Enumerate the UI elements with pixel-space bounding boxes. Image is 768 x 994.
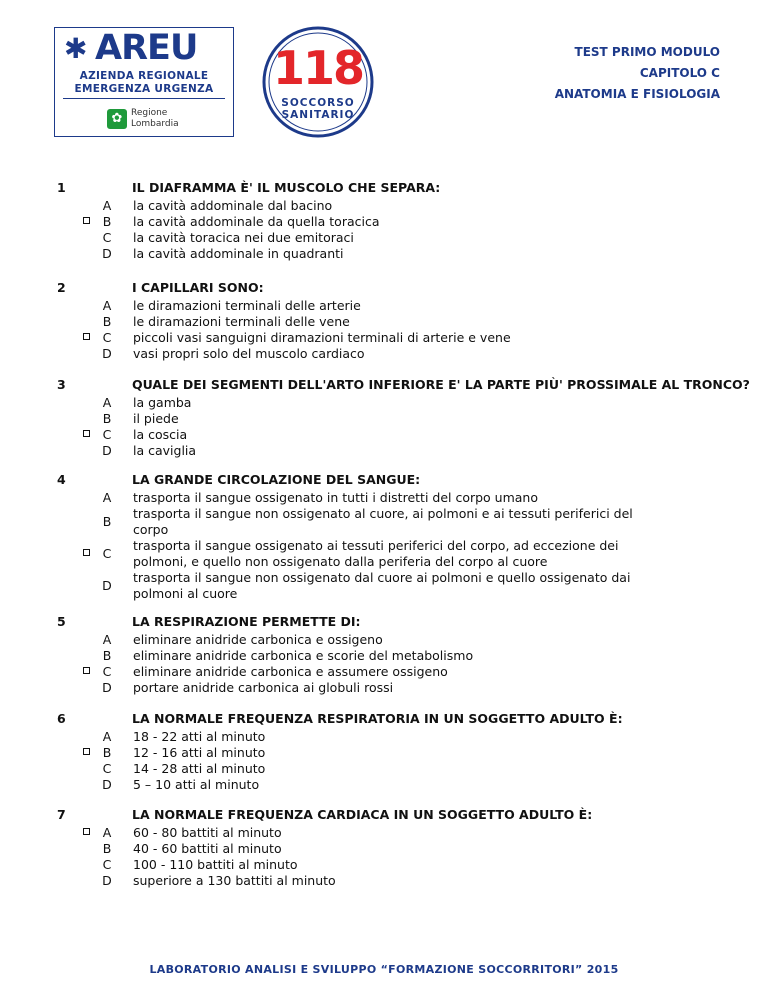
- option-letter: B: [102, 841, 112, 856]
- answer-option: [0, 298, 768, 314]
- option-text: la cavità addominale da quella toracica: [133, 214, 380, 229]
- answer-option: [0, 330, 768, 346]
- option-text: trasporta il sangue non ossigenato dal cuore ai polmoni e quello ossigenato dai: [133, 570, 631, 585]
- question-number: 6: [57, 711, 66, 726]
- question-number: 3: [57, 377, 66, 392]
- answer-option: [0, 506, 768, 538]
- option-letter: A: [102, 729, 112, 744]
- option-letter: B: [102, 411, 112, 426]
- option-text-continued: corpo: [133, 522, 169, 537]
- areu-subtitle-line1: AZIENDA REGIONALE: [79, 70, 209, 82]
- answer-checkbox[interactable]: [83, 430, 90, 437]
- option-text: 5 – 10 atti al minuto: [133, 777, 260, 792]
- answer-checkbox[interactable]: [83, 333, 90, 340]
- option-letter: D: [102, 578, 112, 593]
- answer-checkbox[interactable]: [83, 748, 90, 755]
- option-letter: D: [102, 443, 112, 458]
- region-line2: Lombardia: [131, 119, 179, 129]
- question-number: 7: [57, 807, 66, 822]
- option-letter: A: [102, 198, 112, 213]
- option-text: la coscia: [133, 427, 188, 442]
- option-text: 14 - 28 atti al minuto: [133, 761, 266, 776]
- option-text: le diramazioni terminali delle arterie: [133, 298, 361, 313]
- regione-lombardia-icon: ✿: [107, 109, 127, 129]
- answer-option: [0, 841, 768, 857]
- answer-option: [0, 214, 768, 230]
- option-letter: D: [102, 246, 112, 261]
- question-number: 5: [57, 614, 66, 629]
- answer-option: [0, 680, 768, 696]
- answer-option: [0, 570, 768, 602]
- question-title: LA NORMALE FREQUENZA RESPIRATORIA IN UN SOGGETTO ADULTO È:: [132, 711, 623, 726]
- logo-divider: [63, 98, 225, 99]
- option-text-continued: polmoni al cuore: [133, 586, 238, 601]
- option-letter: C: [102, 330, 112, 345]
- option-letter: B: [102, 648, 112, 663]
- option-letter: D: [102, 680, 112, 695]
- star-of-life-icon: ✱: [64, 32, 88, 65]
- answer-checkbox[interactable]: [83, 217, 90, 224]
- header-line2: CAPITOLO C: [639, 66, 720, 80]
- option-letter: C: [102, 857, 112, 872]
- question-title: IL DIAFRAMMA È' IL MUSCOLO CHE SEPARA:: [132, 180, 441, 195]
- option-text: il piede: [133, 411, 179, 426]
- option-text: piccoli vasi sanguigni diramazioni terminali di arterie e vene: [133, 330, 511, 345]
- areu-logo: [54, 27, 234, 137]
- option-letter: C: [102, 427, 112, 442]
- answer-option: [0, 664, 768, 680]
- option-text: la gamba: [133, 395, 192, 410]
- document-header: [555, 42, 720, 105]
- 118-logo: [258, 26, 378, 139]
- answer-option: [0, 198, 768, 214]
- option-letter: C: [102, 546, 112, 561]
- option-text: 12 - 16 atti al minuto: [133, 745, 266, 760]
- question-title: LA RESPIRAZIONE PERMETTE DI:: [132, 614, 361, 629]
- answer-option: [0, 857, 768, 873]
- option-letter: A: [102, 632, 112, 647]
- option-letter: B: [102, 314, 112, 329]
- question-number: 2: [57, 280, 66, 295]
- option-letter: C: [102, 230, 112, 245]
- option-letter: C: [102, 761, 112, 776]
- option-text: la cavità toracica nei due emitoraci: [133, 230, 354, 245]
- option-text: trasporta il sangue ossigenato ai tessuti periferici del corpo, ad eccezione dei: [133, 538, 619, 553]
- option-text: 60 - 80 battiti al minuto: [133, 825, 282, 840]
- answer-checkbox[interactable]: [83, 549, 90, 556]
- option-letter: A: [102, 395, 112, 410]
- option-text: superiore a 130 battiti al minuto: [133, 873, 336, 888]
- option-text: la cavità addominale dal bacino: [133, 198, 333, 213]
- areu-wordmark: AREU: [95, 28, 198, 68]
- header-line1: TEST PRIMO MODULO: [574, 45, 720, 59]
- header-line3: ANATOMIA E FISIOLOGIA: [554, 87, 720, 101]
- emergency-number: 118: [272, 41, 364, 95]
- page-footer: LABORATORIO ANALISI E SVILUPPO “FORMAZIONE SOCCORRITORI” 2015: [149, 963, 619, 976]
- option-text: eliminare anidride carbonica e assumere ossigeno: [133, 664, 448, 679]
- option-letter: A: [102, 298, 112, 313]
- region-line1: Regione: [131, 108, 168, 118]
- answer-option: [0, 761, 768, 777]
- option-text-continued: polmoni, e quello non ossigenato dalla periferia del corpo al cuore: [133, 554, 548, 569]
- answer-option: [0, 230, 768, 246]
- question-title: QUALE DEI SEGMENTI DELL'ARTO INFERIORE E' LA PARTE PIÙ' PROSSIMALE AL TRONCO?: [132, 377, 750, 392]
- option-letter: D: [102, 873, 112, 888]
- soccorso-label: SOCCORSO: [281, 97, 355, 109]
- option-letter: D: [102, 777, 112, 792]
- question-title: LA GRANDE CIRCOLAZIONE DEL SANGUE:: [132, 472, 421, 487]
- answer-option: [0, 395, 768, 411]
- answer-option: [0, 729, 768, 745]
- option-text: la caviglia: [133, 443, 197, 458]
- option-letter: A: [102, 490, 112, 505]
- answer-option: [0, 411, 768, 427]
- question-number: 4: [57, 472, 66, 487]
- regione-lombardia-label: [131, 108, 179, 130]
- question-number: 1: [57, 180, 66, 195]
- answer-option: [0, 443, 768, 459]
- option-letter: D: [102, 346, 112, 361]
- answer-option: [0, 538, 768, 570]
- option-text: 40 - 60 battiti al minuto: [133, 841, 282, 856]
- answer-option: [0, 427, 768, 443]
- option-text: trasporta il sangue non ossigenato al cuore, ai polmoni e ai tessuti periferici del: [133, 506, 633, 521]
- answer-checkbox[interactable]: [83, 828, 90, 835]
- option-letter: B: [102, 214, 112, 229]
- option-letter: C: [102, 664, 112, 679]
- option-letter: B: [102, 514, 112, 529]
- option-text: vasi propri solo del muscolo cardiaco: [133, 346, 365, 361]
- answer-option: [0, 490, 768, 506]
- answer-option: [0, 246, 768, 262]
- option-text: le diramazioni terminali delle vene: [133, 314, 350, 329]
- option-text: eliminare anidride carbonica e scorie del metabolismo: [133, 648, 474, 663]
- answer-option: [0, 648, 768, 664]
- answer-option: [0, 314, 768, 330]
- option-text: eliminare anidride carbonica e ossigeno: [133, 632, 383, 647]
- option-text: 18 - 22 atti al minuto: [133, 729, 266, 744]
- option-text: 100 - 110 battiti al minuto: [133, 857, 298, 872]
- areu-subtitle-line2: EMERGENZA URGENZA: [74, 83, 214, 95]
- answer-option: [0, 346, 768, 362]
- option-text: portare anidride carbonica ai globuli rossi: [133, 680, 394, 695]
- answer-option: [0, 777, 768, 793]
- answer-option: [0, 745, 768, 761]
- option-letter: B: [102, 745, 112, 760]
- option-text: trasporta il sangue ossigenato in tutti i distretti del corpo umano: [133, 490, 539, 505]
- answer-option: [0, 825, 768, 841]
- option-text: la cavità addominale in quadranti: [133, 246, 344, 261]
- question-title: LA NORMALE FREQUENZA CARDIACA IN UN SOGGETTO ADULTO È:: [132, 807, 593, 822]
- sanitario-label: SANITARIO: [281, 109, 355, 121]
- option-letter: A: [102, 825, 112, 840]
- answer-checkbox[interactable]: [83, 667, 90, 674]
- answer-option: [0, 873, 768, 889]
- question-title: I CAPILLARI SONO:: [132, 280, 264, 295]
- answer-option: [0, 632, 768, 648]
